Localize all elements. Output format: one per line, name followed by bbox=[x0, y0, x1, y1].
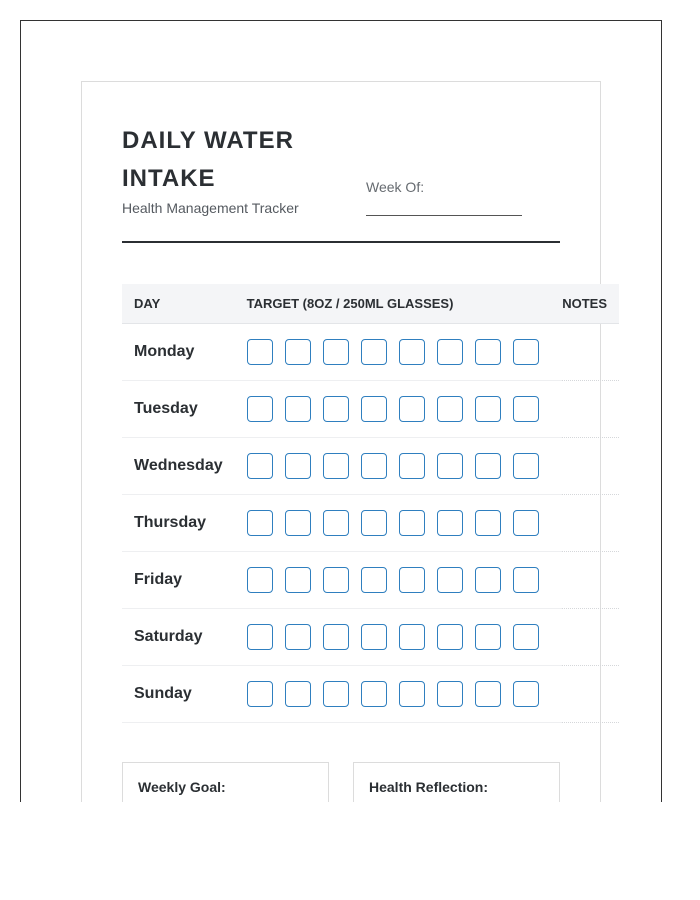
glass-checkbox[interactable] bbox=[399, 339, 425, 365]
week-of-input-line[interactable] bbox=[366, 215, 522, 216]
health-reflection-panel[interactable] bbox=[353, 762, 560, 802]
glass-checkboxes bbox=[247, 510, 563, 536]
glass-checkbox[interactable] bbox=[399, 567, 425, 593]
glasses-cell bbox=[247, 438, 563, 495]
glass-checkbox[interactable] bbox=[437, 681, 463, 707]
glass-checkbox[interactable] bbox=[323, 681, 349, 707]
table-row bbox=[122, 552, 619, 609]
column-header-notes: NOTES bbox=[562, 284, 619, 324]
glass-checkbox[interactable] bbox=[475, 567, 501, 593]
glasses-cell bbox=[247, 324, 563, 381]
glass-checkbox[interactable] bbox=[475, 624, 501, 650]
glass-checkboxes bbox=[247, 624, 563, 650]
day-label: Monday bbox=[122, 324, 247, 381]
glasses-cell bbox=[247, 609, 563, 666]
glass-checkbox[interactable] bbox=[475, 396, 501, 422]
glass-checkboxes bbox=[247, 567, 563, 593]
table-row bbox=[122, 495, 619, 552]
glass-checkbox[interactable] bbox=[361, 624, 387, 650]
glass-checkbox[interactable] bbox=[475, 453, 501, 479]
health-reflection-label: Health Reflection: bbox=[369, 779, 489, 795]
page-frame bbox=[20, 20, 662, 802]
glass-checkbox[interactable] bbox=[247, 567, 273, 593]
glass-checkbox[interactable] bbox=[399, 681, 425, 707]
day-label: Thursday bbox=[122, 495, 247, 552]
glass-checkbox[interactable] bbox=[285, 681, 311, 707]
page-subtitle: Health Management Tracker bbox=[122, 200, 299, 216]
glass-checkbox[interactable] bbox=[247, 510, 273, 536]
intake-table bbox=[122, 284, 619, 723]
glass-checkbox[interactable] bbox=[323, 567, 349, 593]
glass-checkbox[interactable] bbox=[247, 396, 273, 422]
glass-checkbox[interactable] bbox=[323, 396, 349, 422]
glass-checkbox[interactable] bbox=[399, 510, 425, 536]
week-of-label: Week Of: bbox=[366, 179, 425, 195]
glass-checkboxes bbox=[247, 396, 563, 422]
glass-checkbox[interactable] bbox=[361, 681, 387, 707]
glass-checkbox[interactable] bbox=[323, 339, 349, 365]
glass-checkbox[interactable] bbox=[399, 624, 425, 650]
day-label: Friday bbox=[122, 552, 247, 609]
glass-checkboxes bbox=[247, 339, 563, 365]
glass-checkbox[interactable] bbox=[361, 510, 387, 536]
day-label: Tuesday bbox=[122, 381, 247, 438]
glass-checkbox[interactable] bbox=[437, 453, 463, 479]
glass-checkbox[interactable] bbox=[475, 510, 501, 536]
glass-checkbox[interactable] bbox=[323, 510, 349, 536]
glass-checkbox[interactable] bbox=[285, 510, 311, 536]
notes-field[interactable] bbox=[562, 381, 619, 438]
glass-checkbox[interactable] bbox=[399, 453, 425, 479]
glasses-cell bbox=[247, 552, 563, 609]
glass-checkbox[interactable] bbox=[361, 453, 387, 479]
weekly-goal-label: Weekly Goal: bbox=[138, 779, 226, 795]
page-title: DAILY WATER INTAKE bbox=[122, 127, 294, 192]
glass-checkbox[interactable] bbox=[361, 339, 387, 365]
glass-checkbox[interactable] bbox=[513, 567, 539, 593]
glass-checkbox[interactable] bbox=[513, 396, 539, 422]
glass-checkbox[interactable] bbox=[513, 339, 539, 365]
glass-checkbox[interactable] bbox=[285, 339, 311, 365]
table-row bbox=[122, 438, 619, 495]
table-row bbox=[122, 609, 619, 666]
table-row bbox=[122, 666, 619, 723]
notes-field[interactable] bbox=[562, 609, 619, 666]
glass-checkbox[interactable] bbox=[513, 624, 539, 650]
glass-checkbox[interactable] bbox=[437, 339, 463, 365]
sheet-content bbox=[122, 122, 620, 795]
column-header-day: DAY bbox=[122, 284, 247, 324]
glass-checkbox[interactable] bbox=[285, 453, 311, 479]
glass-checkbox[interactable] bbox=[285, 567, 311, 593]
table-row bbox=[122, 381, 619, 438]
glass-checkbox[interactable] bbox=[437, 510, 463, 536]
glass-checkbox[interactable] bbox=[247, 624, 273, 650]
glass-checkbox[interactable] bbox=[285, 624, 311, 650]
glass-checkbox[interactable] bbox=[247, 681, 273, 707]
glass-checkbox[interactable] bbox=[285, 396, 311, 422]
glass-checkbox[interactable] bbox=[361, 396, 387, 422]
glasses-cell bbox=[247, 495, 563, 552]
column-header-target: TARGET (8OZ / 250ML GLASSES) bbox=[247, 284, 563, 324]
table-row bbox=[122, 324, 619, 381]
glass-checkbox[interactable] bbox=[437, 396, 463, 422]
glass-checkbox[interactable] bbox=[361, 567, 387, 593]
glass-checkbox[interactable] bbox=[247, 339, 273, 365]
notes-field[interactable] bbox=[562, 324, 619, 381]
glass-checkbox[interactable] bbox=[399, 396, 425, 422]
glass-checkboxes bbox=[247, 453, 563, 479]
glass-checkbox[interactable] bbox=[513, 681, 539, 707]
tracker-sheet bbox=[81, 81, 607, 802]
glass-checkbox[interactable] bbox=[323, 453, 349, 479]
glass-checkbox[interactable] bbox=[475, 681, 501, 707]
glasses-cell bbox=[247, 666, 563, 723]
notes-field[interactable] bbox=[562, 438, 619, 495]
glass-checkbox[interactable] bbox=[323, 624, 349, 650]
day-label: Sunday bbox=[122, 666, 247, 723]
glass-checkbox[interactable] bbox=[437, 624, 463, 650]
glass-checkbox[interactable] bbox=[513, 510, 539, 536]
glasses-cell bbox=[247, 381, 563, 438]
notes-field[interactable] bbox=[562, 666, 619, 723]
table-header-row bbox=[122, 284, 619, 324]
weekly-goal-panel[interactable] bbox=[122, 762, 329, 802]
summary-panels bbox=[122, 762, 560, 802]
week-of-field[interactable] bbox=[366, 179, 522, 216]
header-divider bbox=[122, 241, 560, 243]
notes-field[interactable] bbox=[562, 552, 619, 609]
glass-checkbox[interactable] bbox=[513, 453, 539, 479]
day-label: Wednesday bbox=[122, 438, 247, 495]
day-label: Saturday bbox=[122, 609, 247, 666]
glass-checkbox[interactable] bbox=[437, 567, 463, 593]
glass-checkbox[interactable] bbox=[475, 339, 501, 365]
glass-checkboxes bbox=[247, 681, 563, 707]
glass-checkbox[interactable] bbox=[247, 453, 273, 479]
notes-field[interactable] bbox=[562, 495, 619, 552]
